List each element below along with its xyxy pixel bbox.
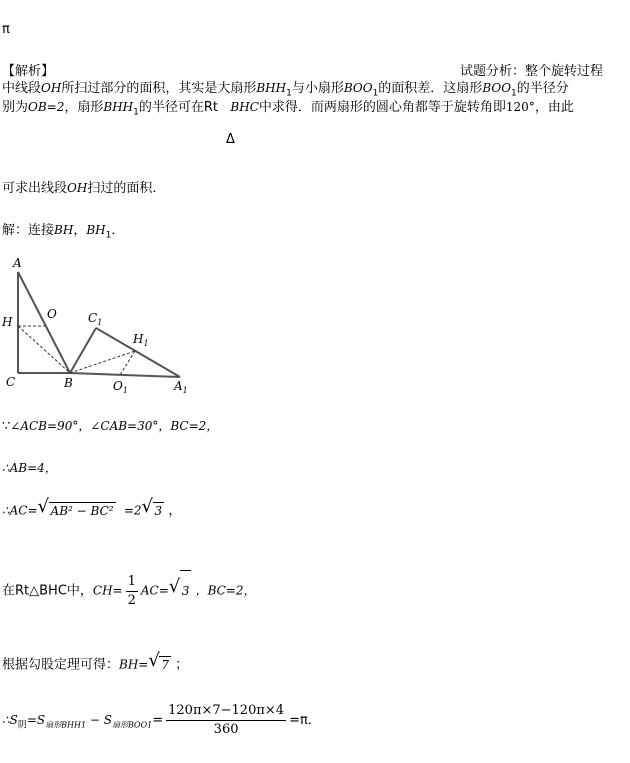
- step-3: ∴AC= √ AB² − BC² =2 √ 3 ，: [2, 496, 182, 519]
- triangle-symbol: Δ: [226, 132, 235, 147]
- analysis-line-2: 别为OB=2，扇形$BHH_1$的半径可在Rt BHC中求得．而两扇形的圆心角都等于旋转角即120°，由此: [2, 100, 574, 118]
- analysis-intro: 试题分析：整个旋转过程: [460, 64, 604, 79]
- label-h: H: [2, 315, 13, 329]
- analysis-line-1: 中线段OH所扫过部分的面积，其实是大扇形$BHH_1$与小扇形$BOO_1$的面积差．这扇形$BOO_1$的半径分: [2, 81, 569, 99]
- segment-ba1: [70, 373, 180, 377]
- label-b: B: [64, 376, 73, 390]
- label-c1: $C_1$: [88, 311, 103, 327]
- label-o1: $O_1$: [113, 379, 128, 395]
- label-o: O: [47, 307, 57, 321]
- segment-bc1: [70, 328, 96, 373]
- label-h1: $H_1$: [133, 332, 149, 348]
- dashed-hb: [18, 326, 70, 373]
- label-a: A: [13, 256, 22, 270]
- geometry-figure: [0, 250, 200, 400]
- solution-connect: 解：连接BH，$BH_1$．: [2, 223, 125, 241]
- segment-ab: [18, 272, 70, 373]
- top-pi: π: [2, 22, 10, 37]
- step-4: 在Rt△BHC中，CH= $\frac{1}{2}$ AC= √ 3 ，BC=2，: [2, 570, 256, 612]
- step-5: 根据勾股定理可得：BH= √ 7 ；: [2, 650, 189, 673]
- step-2: ∴AB=4，: [2, 461, 57, 475]
- dashed-h1o1: [120, 351, 135, 375]
- step-6: $\therefore S_阴=S_{扇形BHH1} - S_{扇形BOO1}=$ $\frac{120\pi\times 7-120\pi\times 4}{360}$ =π．: [2, 703, 321, 737]
- step-1: ∵∠ACB=90°，∠CAB=30°，BC=2，: [2, 419, 219, 434]
- analysis-line-3: 可求出线段OH扫过的面积．: [2, 181, 166, 196]
- analysis-tag: 【解析】: [2, 64, 55, 79]
- label-c: C: [6, 375, 16, 389]
- label-a1: $A_1$: [174, 379, 188, 395]
